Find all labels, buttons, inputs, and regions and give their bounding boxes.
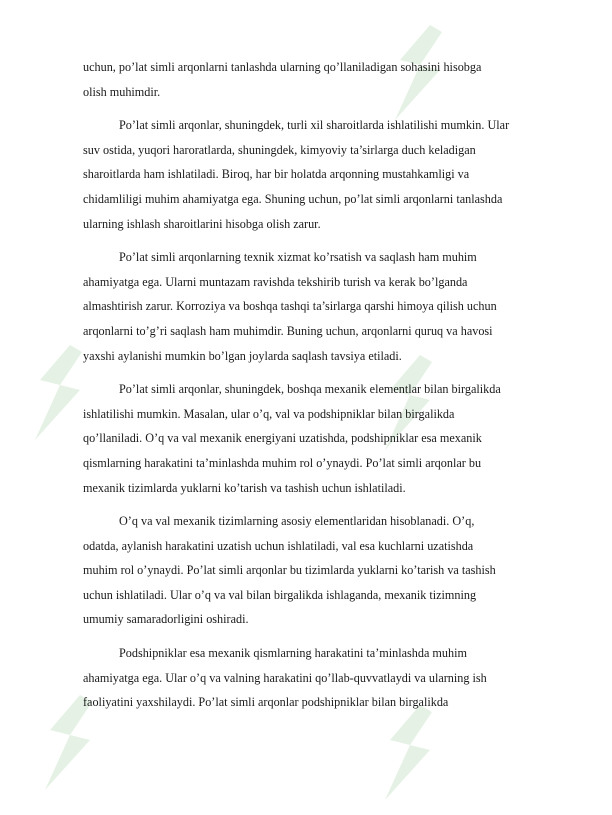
- text-line: Po’lat simli arqonlarning texnik xizmat ko’rsatish va saqlash ham muhim: [119, 250, 477, 265]
- text-line: chidamliligi muhim ahamiyatga ega. Shuning uchun, po’lat simli arqonlarni tanlashda: [83, 191, 503, 206]
- text-line: uchun, po’lat simli arqonlarni tanlashda ularning qo’llaniladigan sohasini hisobga: [83, 60, 482, 74]
- paragraph: [83, 641, 543, 715]
- body-text: [83, 55, 543, 724]
- text-line: ahamiyatga ega. Ular o’q va valning harakatini qo’llab-quvvatlaydi va ularning ish: [83, 670, 487, 685]
- text-line: arqonlarni to’g’ri saqlash ham muhimdir. Buning uchun, arqonlarni quruq va havosi: [83, 323, 493, 338]
- text-line: umumiy samaradorligini oshiradi.: [83, 612, 249, 627]
- paragraph: [83, 509, 543, 632]
- text-line: odatda, aylanish harakatini uzatish uchun ishlatiladi, val esa kuchlarni uzatishda: [83, 538, 474, 553]
- text-line: olish muhimdir.: [83, 84, 161, 99]
- text-line: suv ostida, yuqori haroratlarda, shuningdek, kimyoviy ta’sirlarga duch keladigan: [83, 142, 476, 157]
- text-line: Po’lat simli arqonlar, shuningdek, boshqa mexanik elementlar bilan birgalikda: [119, 382, 501, 397]
- text-line: O’q va val mexanik tizimlarning asosiy elementlaridan hisoblanadi. O’q,: [119, 514, 475, 529]
- text-line: uchun ishlatiladi. Ular o’q va val bilan birgalikda ishlaganda, mexanik tizimning: [83, 587, 477, 602]
- text-line: qo’llaniladi. O’q va val mexanik energiyani uzatishda, podshipniklar esa mexanik: [83, 431, 482, 446]
- text-line: qismlarning harakatini ta’minlashda muhim rol o’ynaydi. Po’lat simli arqonlar bu: [83, 455, 482, 470]
- text-line: Podshipniklar esa mexanik qismlarning harakatini ta’minlashda muhim: [119, 646, 467, 661]
- text-line: yaxshi aylanishi mumkin bo’lgan joylarda saqlash tavsiya etiladi.: [83, 348, 402, 363]
- text-line: ahamiyatga ega. Ularni muntazam ravishda tekshirib turish va kerak bo’lganda: [83, 274, 468, 289]
- text-line: ishlatilishi mumkin. Masalan, ular o’q, val va podshipniklar bilan birgalikda: [83, 406, 455, 421]
- paragraph: [83, 55, 543, 104]
- paragraph: [83, 377, 543, 500]
- paragraph: [83, 113, 543, 236]
- text-line: mexanik tizimlarda yuklarni ko’tarish va tashish uchun ishlatiladi.: [83, 480, 406, 495]
- text-line: faoliyatini yaxshilaydi. Po’lat simli arqonlar podshipniklar bilan birgalikda: [83, 695, 449, 710]
- text-line: almashtirish zarur. Korroziya va boshqa tashqi ta’sirlarga qarshi himoya qilish uchun: [83, 299, 497, 314]
- text-line: sharoitlarda ham ishlatiladi. Biroq, har bir holatda arqonning mustahkamligi va: [83, 167, 470, 182]
- paragraph: [83, 245, 543, 368]
- text-line: Po’lat simli arqonlar, shuningdek, turli xil sharoitlarda ishlatilishi mumkin. Ular: [119, 118, 510, 133]
- text-line: ularning ishlash sharoitlarini hisobga olish zarur.: [83, 216, 321, 231]
- text-line: muhim rol o’ynaydi. Po’lat simli arqonlar bu tizimlarda yuklarni ko’tarish va tashish: [83, 563, 496, 578]
